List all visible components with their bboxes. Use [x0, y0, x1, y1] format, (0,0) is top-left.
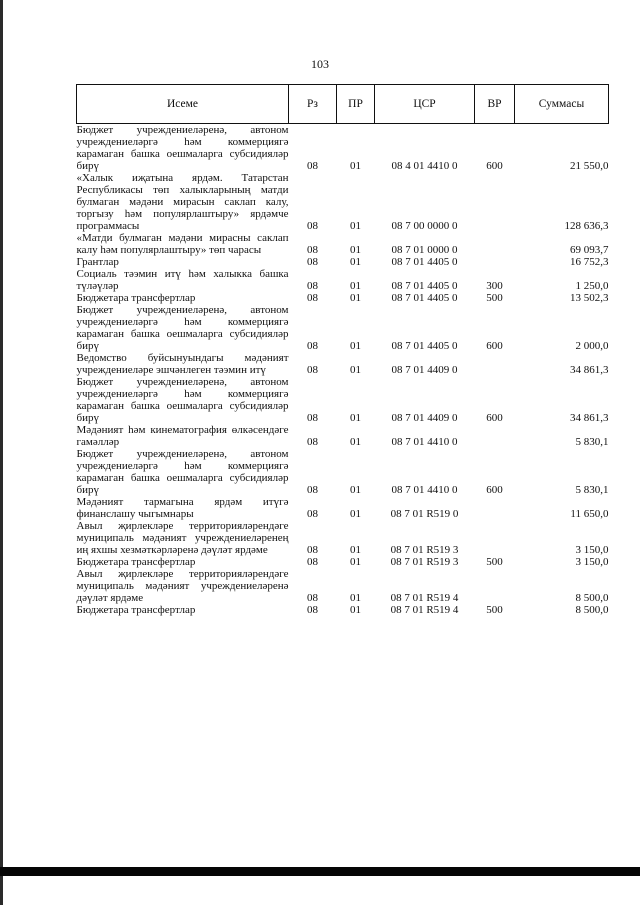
cell-pr: 01 [350, 244, 361, 256]
cell-csr: 08 7 01 R519 0 [390, 508, 459, 520]
cell-vr: 300 [486, 280, 503, 292]
table-row [77, 520, 609, 556]
cell-csr: 08 4 01 4410 0 [391, 160, 458, 172]
cell-pr: 01 [350, 484, 361, 496]
cell-vr: 500 [486, 604, 503, 616]
budget-table [76, 84, 609, 616]
cell-csr: 08 7 01 4405 0 [391, 340, 458, 352]
cell-pr: 01 [350, 160, 361, 172]
header-rz: Рз [289, 85, 337, 124]
cell-vr: 600 [486, 484, 503, 496]
cell-sum: 21 550,0 [570, 160, 609, 172]
cell-csr: 08 7 01 R519 3 [390, 556, 459, 568]
cell-sum: 3 150,0 [575, 556, 609, 568]
table-row [77, 376, 609, 424]
cell-name: Мәдәният һәм кинематография өлкәсендәге гамәлләр [76, 424, 289, 448]
cell-rz: 08 [307, 604, 318, 616]
cell-rz: 08 [307, 436, 318, 448]
cell-pr: 01 [350, 292, 361, 304]
cell-pr: 01 [350, 592, 361, 604]
cell-rz: 08 [307, 412, 318, 424]
cell-pr: 01 [350, 508, 361, 520]
cell-rz: 08 [307, 556, 318, 568]
cell-name: Бюджет учреждениеләренә, автоном учреждениеләргә һәм коммерциягә карамаган башка оешмаларга субсидияләр бирү [76, 304, 289, 352]
cell-pr: 01 [350, 280, 361, 292]
cell-name: «Матди булмаган мәдәни мирасны саклап калу һәм популярлаштыру» төп чарасы [76, 232, 289, 256]
cell-rz: 08 [307, 220, 318, 232]
header-name: Исеме [77, 85, 289, 124]
cell-rz: 08 [307, 592, 318, 604]
cell-rz: 08 [307, 280, 318, 292]
cell-sum: 3 150,0 [575, 544, 609, 556]
cell-vr [475, 172, 515, 232]
cell-name: Бюджетара трансфертлар [76, 604, 196, 616]
table-row [77, 232, 609, 256]
table-row [77, 604, 609, 616]
cell-sum: 128 636,3 [564, 220, 609, 232]
cell-vr [475, 520, 515, 556]
cell-rz: 08 [307, 508, 318, 520]
cell-pr: 01 [350, 256, 361, 268]
table-row [77, 568, 609, 604]
cell-sum: 34 861,3 [570, 412, 609, 424]
cell-csr: 08 7 01 4409 0 [391, 364, 458, 376]
cell-csr: 08 7 01 4405 0 [391, 256, 458, 268]
cell-name: Социаль тәэмин итү һәм халыкка башка түләүләр [76, 268, 289, 292]
cell-vr [475, 232, 515, 256]
cell-rz: 08 [307, 244, 318, 256]
cell-name: Бюджетара трансфертлар [76, 556, 196, 568]
cell-vr: 600 [486, 340, 503, 352]
cell-vr [475, 424, 515, 448]
cell-vr [475, 352, 515, 376]
table-row [77, 292, 609, 304]
cell-vr: 500 [486, 556, 503, 568]
cell-pr: 01 [350, 604, 361, 616]
header-vr: ВР [475, 85, 515, 124]
cell-csr: 08 7 01 4409 0 [391, 412, 458, 424]
header-csr: ЦСР [375, 85, 475, 124]
cell-vr [475, 568, 515, 604]
table-row [77, 304, 609, 352]
cell-sum: 11 650,0 [570, 508, 609, 520]
table-row [77, 172, 609, 232]
cell-csr: 08 7 01 4405 0 [391, 280, 458, 292]
cell-csr: 08 7 01 4410 0 [391, 484, 458, 496]
cell-rz: 08 [307, 544, 318, 556]
cell-name: Грантлар [76, 256, 119, 268]
cell-sum: 5 830,1 [575, 436, 609, 448]
cell-sum: 34 861,3 [570, 364, 609, 376]
table-row [77, 256, 609, 268]
cell-csr: 08 7 00 0000 0 [391, 220, 458, 232]
cell-pr: 01 [350, 340, 361, 352]
cell-vr: 600 [486, 412, 503, 424]
cell-name: Бюджетара трансфертлар [76, 292, 196, 304]
cell-rz: 08 [307, 256, 318, 268]
cell-sum: 69 093,7 [570, 244, 609, 256]
cell-csr: 08 7 01 R519 4 [390, 604, 459, 616]
table-row [77, 556, 609, 568]
scan-left-edge [0, 0, 3, 905]
cell-name: «Халык иҗатына ярдәм. Татарстан Республикасы төп халыкларының матди булмаган мәдәни мирасын саклап калу, торгызу һәм популярлаштыру» ярдәмче программасы [76, 172, 289, 232]
cell-name: Бюджет учреждениеләренә, автоном учреждениеләргә һәм коммерциягә карамаган башка оешмаларга субсидияләр бирү [76, 124, 289, 172]
cell-pr: 01 [350, 364, 361, 376]
cell-rz: 08 [307, 340, 318, 352]
table-header-row [77, 85, 609, 124]
table-row [77, 424, 609, 448]
header-pr: ПР [337, 85, 375, 124]
cell-sum: 8 500,0 [575, 604, 609, 616]
cell-vr [475, 256, 515, 268]
cell-rz: 08 [307, 484, 318, 496]
cell-name: Авыл җирлекләре территорияләрендәге муниципаль мәдәният учреждениеләренең иң яхшы хезмәткәрләренә дәүләт ярдәме [76, 520, 289, 556]
table-row [77, 448, 609, 496]
table-row [77, 124, 609, 173]
cell-csr: 08 7 01 0000 0 [391, 244, 458, 256]
cell-name: Авыл җирлекләре территорияләрендәге муниципаль мәдәният учреждениеләренә дәүләт ярдәме [76, 568, 289, 604]
cell-name: Бюджет учреждениеләренә, автоном учреждениеләргә һәм коммерциягә карамаган башка оешмаларга субсидияләр бирү [76, 448, 289, 496]
cell-rz: 08 [307, 292, 318, 304]
cell-pr: 01 [350, 412, 361, 424]
cell-sum: 8 500,0 [575, 592, 609, 604]
cell-sum: 13 502,3 [570, 292, 609, 304]
table-row [77, 496, 609, 520]
cell-vr: 600 [486, 160, 503, 172]
cell-name: Бюджет учреждениеләренә, автоном учреждениеләргә һәм коммерциягә карамаган башка оешмаларга субсидияләр бирү [76, 376, 289, 424]
cell-vr: 500 [486, 292, 503, 304]
cell-pr: 01 [350, 436, 361, 448]
table-row [77, 268, 609, 292]
cell-pr: 01 [350, 220, 361, 232]
cell-name: Ведомство буйсынуындагы мәдәният учреждениеләре эшчәнлеген тәэмин итү [76, 352, 289, 376]
cell-sum: 16 752,3 [570, 256, 609, 268]
cell-sum: 1 250,0 [575, 280, 609, 292]
cell-csr: 08 7 01 R519 3 [390, 544, 459, 556]
cell-pr: 01 [350, 544, 361, 556]
header-sum: Суммасы [515, 85, 609, 124]
cell-vr [475, 496, 515, 520]
scan-bottom-bar [0, 867, 640, 876]
cell-sum: 5 830,1 [575, 484, 609, 496]
cell-rz: 08 [307, 364, 318, 376]
cell-csr: 08 7 01 4410 0 [391, 436, 458, 448]
cell-name: Мәдәният тармагына ярдәм итүгә финанслашу чыгымнары [76, 496, 289, 520]
cell-sum: 2 000,0 [575, 340, 609, 352]
cell-csr: 08 7 01 R519 4 [390, 592, 459, 604]
table-row [77, 352, 609, 376]
cell-pr: 01 [350, 556, 361, 568]
cell-csr: 08 7 01 4405 0 [391, 292, 458, 304]
page-number: 103 [311, 57, 329, 71]
cell-rz: 08 [307, 160, 318, 172]
